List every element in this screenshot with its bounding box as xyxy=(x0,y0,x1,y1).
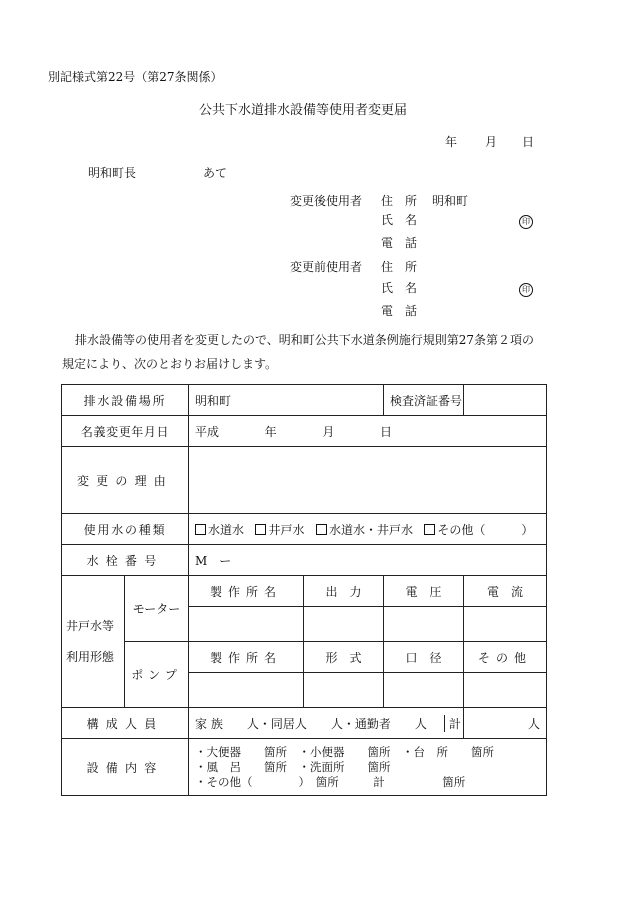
old-user-address-label: 住 所 xyxy=(381,260,418,274)
motor-voltage-value[interactable] xyxy=(384,607,464,642)
old-user-heading: 変更前使用者 xyxy=(290,260,363,274)
pump-header-other: その他 xyxy=(464,642,547,673)
old-user-seal: 印 xyxy=(519,281,533,297)
form-number: 別記様式第22号（第27条関係） xyxy=(48,70,223,84)
location-label: 排水設備場所 xyxy=(62,385,189,416)
motor-maker-value[interactable] xyxy=(189,607,304,642)
notification-table xyxy=(61,384,547,796)
members-value[interactable] xyxy=(189,708,464,739)
location-value[interactable]: 明和町 xyxy=(189,385,384,416)
water-type-option-other[interactable]: その他（ ） xyxy=(424,523,533,537)
checkbox-icon xyxy=(316,524,327,535)
meter-number-value[interactable]: M ー xyxy=(189,545,547,576)
form-title: 公共下水道排水設備等使用者変更届 xyxy=(199,103,408,118)
equipment-label: 設備内容 xyxy=(62,739,189,796)
equipment-value[interactable] xyxy=(189,739,547,796)
water-type-option-well[interactable]: 井戸水 xyxy=(255,523,304,537)
new-user-seal: 印 xyxy=(519,213,533,229)
pump-other-value[interactable] xyxy=(464,673,547,708)
body-text-line1: 排水設備等の使用者を変更したので、明和町公共下水道条例施行規則第27条第２項の xyxy=(75,333,535,347)
reason-value[interactable] xyxy=(189,447,547,514)
equipment-line3: ・その他（ ） 箇所 計 箇所 xyxy=(195,774,466,789)
checkbox-icon xyxy=(255,524,266,535)
change-date-month: 月 xyxy=(322,424,335,439)
body-text-line2: 規定により、次のとおりお届けします。 xyxy=(62,357,278,371)
old-user-name-label: 氏 名 xyxy=(381,281,418,295)
inspection-number-label: 検査済証番号 xyxy=(384,385,464,416)
motor-header-maker: 製作所名 xyxy=(189,576,304,607)
change-date-day: 日 xyxy=(380,424,393,439)
members-total-label: 計 xyxy=(444,715,463,732)
pump-header-diameter: 口 径 xyxy=(384,642,464,673)
new-user-address-value: 明和町 xyxy=(432,194,469,208)
meter-number-label: 水栓番号 xyxy=(62,545,189,576)
water-type-option-both[interactable]: 水道水・井戸水 xyxy=(316,523,413,537)
recipient: 明和町長 xyxy=(88,166,137,180)
inspection-number-value[interactable] xyxy=(464,385,547,416)
change-date-era: 平成 xyxy=(195,424,220,439)
motor-header-current: 電 流 xyxy=(464,576,547,607)
recipient-suffix: あて xyxy=(203,166,228,180)
new-user-heading: 変更後使用者 xyxy=(290,194,363,208)
change-date-value[interactable] xyxy=(189,416,547,447)
equipment-line1: ・大便器 箇所 ・小便器 箇所 ・台 所 箇所 xyxy=(195,744,494,759)
date-month: 月 xyxy=(485,135,498,149)
motor-header-output: 出 力 xyxy=(304,576,384,607)
members-total-unit[interactable]: 人 xyxy=(464,708,547,739)
pump-header-model: 形 式 xyxy=(304,642,384,673)
water-type-options xyxy=(189,514,547,545)
old-user-phone-label: 電 話 xyxy=(381,304,418,318)
pump-model-value[interactable] xyxy=(304,673,384,708)
pump-diameter-value[interactable] xyxy=(384,673,464,708)
date-year: 年 xyxy=(445,135,458,149)
well-usage-label: 井戸水等 利用形態 xyxy=(62,576,125,708)
change-date-year: 年 xyxy=(264,424,277,439)
pump-label: ポンプ xyxy=(125,642,189,708)
members-breakdown: 家 族 人・同居人 人・通勤者 人 xyxy=(195,716,427,731)
members-label: 構成人員 xyxy=(62,708,189,739)
motor-label: モーター xyxy=(125,576,189,642)
pump-header-maker: 製作所名 xyxy=(189,642,304,673)
checkbox-icon xyxy=(424,524,435,535)
motor-current-value[interactable] xyxy=(464,607,547,642)
equipment-line2: ・風 呂 箇所 ・洗面所 箇所 xyxy=(195,759,391,774)
water-type-option-tap[interactable]: 水道水 xyxy=(195,523,244,537)
motor-output-value[interactable] xyxy=(304,607,384,642)
new-user-address-label: 住 所 xyxy=(381,194,418,208)
reason-label: 変更の理由 xyxy=(62,447,189,514)
motor-header-voltage: 電 圧 xyxy=(384,576,464,607)
checkbox-icon xyxy=(195,524,206,535)
change-date-label: 名義変更年月日 xyxy=(62,416,189,447)
new-user-phone-label: 電 話 xyxy=(381,236,418,250)
date-day: 日 xyxy=(522,135,535,149)
water-type-label: 使用水の種類 xyxy=(62,514,189,545)
new-user-name-label: 氏 名 xyxy=(381,213,418,227)
pump-maker-value[interactable] xyxy=(189,673,304,708)
